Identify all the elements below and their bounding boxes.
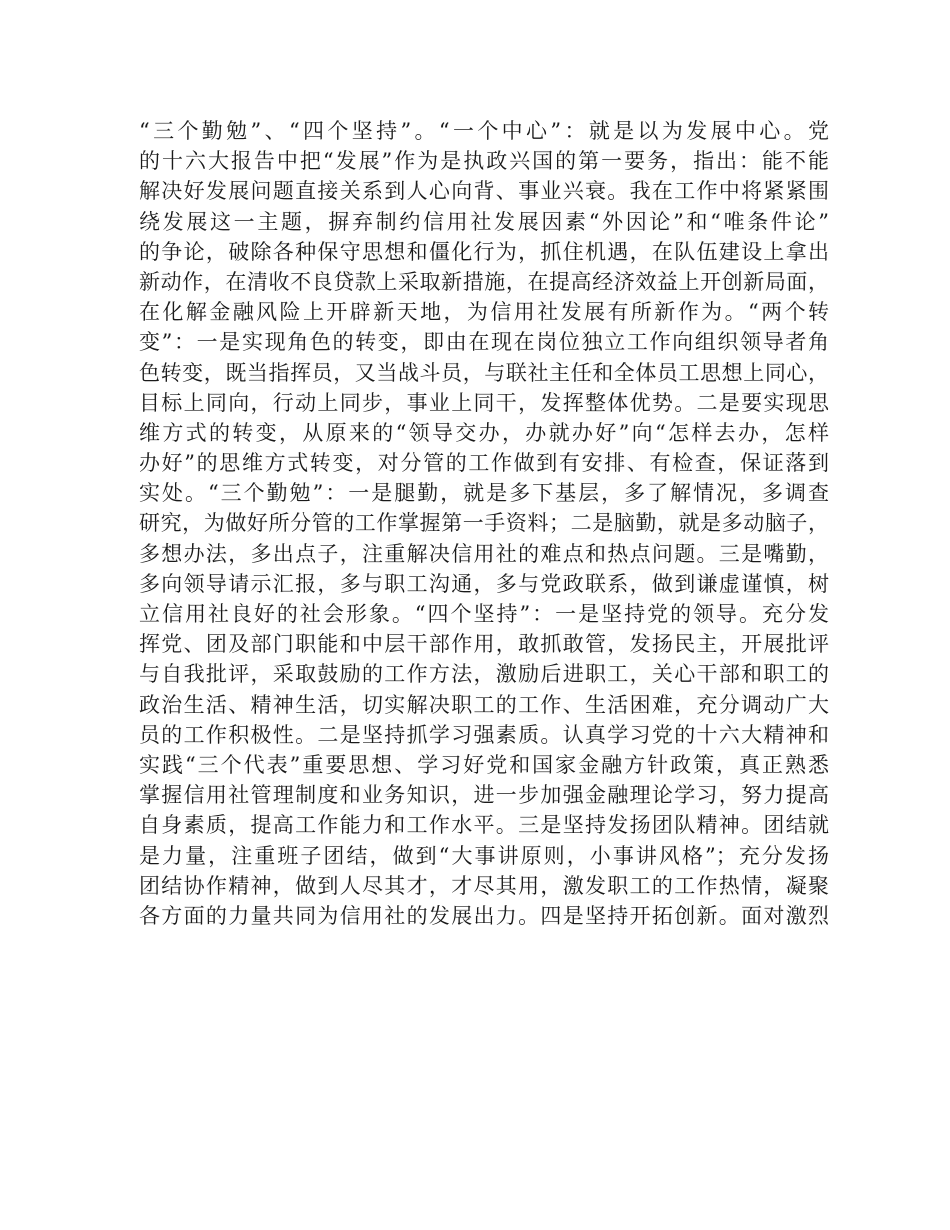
text-line: 的十六大报告中把“发展”作为是执政兴国的第一要务，指出：能不能: [139, 149, 829, 174]
text-line: 新动作，在清收不良贷款上采取新措施，在提高经济效益上开创新局面，: [139, 269, 829, 294]
text-line: 自身素质，提高工作能力和工作水平。三是坚持发扬团队精神。团结就: [139, 813, 829, 838]
text-line: 实践“三个代表”重要思想、学习好党和国家金融方针政策，真正熟悉: [139, 752, 829, 777]
text-line: 研究，为做好所分管的工作掌握第一手资料；二是脑勤，就是多动脑子，: [139, 511, 829, 536]
text-line: 色转变，既当指挥员，又当战斗员，与联社主任和全体员工思想上同心，: [139, 360, 829, 385]
text-line: 团结协作精神，做到人尽其才，才尽其用，激发职工的工作热情，凝聚: [139, 873, 829, 898]
text-line: 目标上同向，行动上同步，事业上同干，发挥整体优势。二是要实现思: [139, 390, 829, 415]
text-line: 是力量，注重班子团结，做到“大事讲原则，小事讲风格”；充分发扬: [139, 843, 829, 868]
text-line: 实处。“三个勤勉”：一是腿勤，就是多下基层，多了解情况，多调查: [139, 481, 829, 506]
text-line: 挥党、团及部门职能和中层干部作用，敢抓敢管，发扬民主，开展批评: [139, 632, 829, 657]
text-line: 办好”的思维方式转变，对分管的工作做到有安排、有检查，保证落到: [139, 451, 829, 476]
body-text: [139, 116, 829, 931]
text-line: 多向领导请示汇报，多与职工沟通，多与党政联系，做到谦虚谨慎，树: [139, 571, 829, 596]
text-line: 与自我批评，采取鼓励的工作方法，激励后进职工，关心干部和职工的: [139, 662, 829, 687]
text-line: 掌握信用社管理制度和业务知识，进一步加强金融理论学习，努力提高: [139, 783, 829, 808]
text-line: 的争论，破除各种保守思想和僵化行为，抓住机遇，在队伍建设上拿出: [139, 239, 829, 264]
text-line: 变”：一是实现角色的转变，即由在现在岗位独立工作向组织领导者角: [139, 330, 829, 355]
text-line: 在化解金融风险上开辟新天地，为信用社发展有所新作为。“两个转: [139, 300, 829, 325]
text-line: 政治生活、精神生活，切实解决职工的工作、生活困难，充分调动广大: [139, 692, 829, 717]
text-line: 维方式的转变，从原来的“领导交办，办就办好”向“怎样去办，怎样: [139, 420, 829, 445]
text-line: 绕发展这一主题，摒弃制约信用社发展因素“外因论”和“唯条件论”: [139, 209, 829, 234]
text-line: 各方面的力量共同为信用社的发展出力。四是坚持开拓创新。面对激烈: [139, 903, 829, 928]
text-line: 立信用社良好的社会形象。“四个坚持”：一是坚持党的领导。充分发: [139, 602, 829, 626]
text-line: 解决好发展问题直接关系到人心向背、事业兴衰。我在工作中将紧紧围: [139, 179, 829, 204]
text-line: “三个勤勉”、“四个坚持”。“一个中心”：就是以为发展中心。党: [139, 119, 829, 143]
text-line: 多想办法，多出点子，注重解决信用社的难点和热点问题。三是嘴勤，: [139, 541, 829, 566]
text-line: 员的工作积极性。二是坚持抓学习强素质。认真学习党的十六大精神和: [139, 722, 829, 747]
